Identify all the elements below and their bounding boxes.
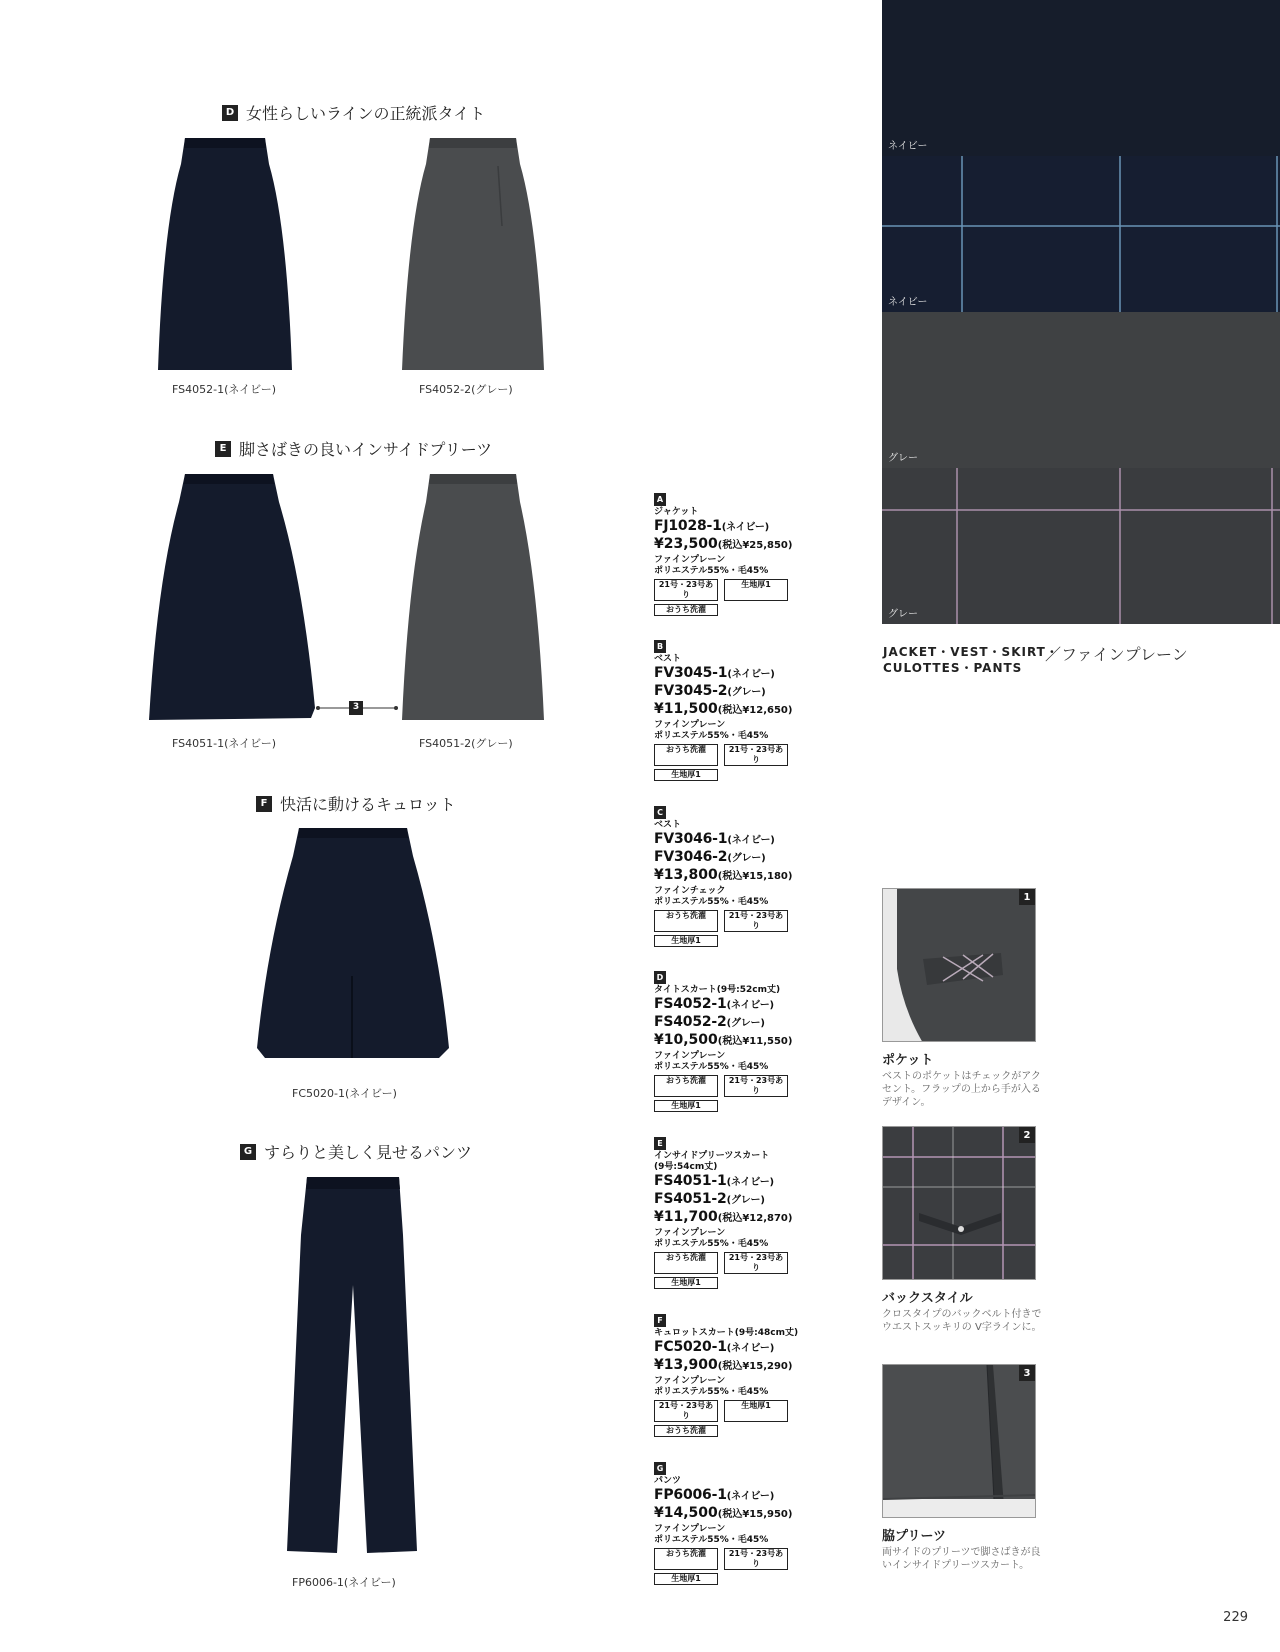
detail-image-pleat [882, 1364, 1036, 1518]
garment-caption: FS4051-2(グレー) [419, 737, 513, 750]
code-color: (ネイビー) [726, 1000, 774, 1011]
detail-number: 1 [1019, 889, 1035, 905]
price: ¥13,800 [654, 867, 718, 883]
tag: おうち洗濯 [654, 604, 718, 616]
tag: 21号・23号あり [654, 1400, 718, 1422]
product-material: ポリエステル55%・毛45% [654, 731, 769, 741]
product-code [654, 1191, 834, 1209]
section-badge: F [256, 796, 272, 812]
tag: 生地厚1 [654, 1573, 718, 1585]
product-type: ベスト [654, 820, 682, 830]
tag: おうち洗濯 [654, 744, 718, 766]
tag: 生地厚1 [724, 579, 788, 601]
price: ¥13,900 [654, 1357, 718, 1373]
detail-number: 3 [1019, 1365, 1035, 1381]
code: FS4052-1 [654, 996, 727, 1012]
code-color: (ネイビー) [726, 1491, 775, 1502]
product-type: タイトスカート(9号:52cm丈) [654, 985, 781, 995]
fabric-swatch-grey-plain [882, 312, 1280, 468]
product-code [654, 518, 834, 536]
product-price [654, 701, 834, 719]
tag: おうち洗濯 [654, 910, 718, 932]
garment-caption: FC5020-1(ネイビー) [292, 1087, 397, 1100]
code: FV3045-1 [654, 665, 728, 681]
tag: 21号・23号あり [654, 579, 718, 601]
product-type: パンツ [654, 1476, 682, 1486]
section-title: すらりと美しく見せるパンツ [264, 1143, 473, 1162]
product-type: インサイドプリーツスカート (9号:54cm丈) [654, 1151, 770, 1172]
detail-description: 両サイドのプリーツで脚さばきが良いインサイドプリーツスカート。 [882, 1547, 1041, 1571]
product-tags [654, 579, 804, 616]
code-color: (ネイビー) [721, 522, 770, 533]
product-badge: D [654, 971, 666, 984]
pleat-detail-marker [316, 700, 398, 714]
product-badge: B [654, 640, 666, 653]
product-material: ポリエステル55%・毛45% [654, 897, 769, 907]
detail-number: 2 [1019, 1127, 1035, 1143]
product-tags [654, 1252, 804, 1289]
skirt-image-navy [155, 136, 295, 372]
product-c [654, 800, 834, 947]
pants-image-navy [285, 1175, 420, 1555]
pleat-skirt-image-grey [398, 472, 548, 722]
product-g [654, 1456, 834, 1585]
tag: 21号・23号あり [724, 910, 788, 932]
product-code [654, 1173, 834, 1191]
product-material: ポリエステル55%・毛45% [654, 566, 769, 576]
tag: 生地厚1 [654, 1277, 718, 1289]
garment-caption: FP6006-1(ネイビー) [292, 1576, 396, 1589]
product-code [654, 1487, 834, 1505]
price-tax: (税込¥15,950) [717, 1509, 793, 1520]
culotte-image-navy [255, 826, 450, 1062]
price: ¥23,500 [654, 536, 718, 552]
product-price [654, 1505, 834, 1523]
product-badge: G [654, 1462, 666, 1475]
product-code [654, 683, 834, 701]
product-badge: C [654, 806, 666, 819]
detail-image-back [882, 1126, 1036, 1280]
product-tags [654, 1400, 804, 1437]
code-color: (ネイビー) [727, 835, 775, 846]
section-title: 女性らしいラインの正統派タイト [246, 104, 486, 123]
swatch-label: グレー [888, 453, 918, 464]
product-fabric: ファインプレーン [654, 1228, 726, 1238]
detail-title: バックスタイル [882, 1291, 973, 1306]
price-tax: (税込¥15,180) [717, 871, 793, 882]
detail-description: ベストのポケットはチェックがアクセント。フラップの上から手が入るデザイン。 [882, 1071, 1041, 1108]
code: FJ1028-1 [654, 518, 722, 534]
section-heading-e [215, 437, 492, 460]
section-badge: E [215, 441, 231, 457]
product-price [654, 1357, 834, 1375]
product-material: ポリエステル55%・毛45% [654, 1535, 769, 1545]
fabric-items-line2: CULOTTES・PANTS [883, 661, 1023, 675]
product-f [654, 1308, 834, 1437]
product-type: キュロットスカート(9号:48cm丈) [654, 1328, 799, 1338]
tag: 21号・23号あり [724, 1075, 788, 1097]
product-code [654, 996, 834, 1014]
code: FV3045-2 [654, 683, 728, 699]
product-badge: A [654, 493, 666, 506]
swatch-label: ネイビー [888, 141, 928, 152]
section-title: 快活に動けるキュロット [280, 795, 456, 814]
tag: おうち洗濯 [654, 1075, 718, 1097]
page-number: 229 [1223, 1610, 1248, 1625]
garment-caption: FS4052-2(グレー) [419, 383, 513, 396]
section-heading-f [256, 792, 456, 815]
detail-title: ポケット [882, 1053, 934, 1068]
product-fabric: ファインプレーン [654, 1376, 726, 1386]
product-tags [654, 1548, 804, 1585]
product-price [654, 1209, 834, 1227]
code: FV3046-1 [654, 831, 728, 847]
product-fabric: ファインプレーン [654, 1524, 726, 1534]
code: FS4052-2 [654, 1014, 727, 1030]
tag: 21号・23号あり [724, 1548, 788, 1570]
code-color: (ネイビー) [727, 669, 775, 680]
tag: おうち洗濯 [654, 1425, 718, 1437]
product-a [654, 487, 834, 616]
code: FC5020-1 [654, 1339, 727, 1355]
product-type: ジャケット [654, 507, 699, 517]
tag: 21号・23号あり [724, 1252, 788, 1274]
tag: 生地厚1 [654, 1100, 718, 1112]
product-fabric: ファインチェック [654, 886, 726, 896]
pleat-skirt-image-navy [145, 472, 317, 722]
price-tax: (税込¥15,290) [717, 1361, 793, 1372]
fabric-swatch-navy-check [882, 156, 1280, 312]
garment-caption: FS4052-1(ネイビー) [172, 383, 277, 396]
product-price [654, 867, 834, 885]
code-color: (ネイビー) [726, 1177, 774, 1188]
code-color: (グレー) [726, 1018, 765, 1029]
section-badge: D [222, 105, 238, 121]
price: ¥11,700 [654, 1209, 718, 1225]
product-price [654, 536, 834, 554]
swatch-label: ネイビー [888, 297, 928, 308]
price-tax: (税込¥12,650) [717, 705, 793, 716]
section-heading-g [240, 1140, 472, 1163]
product-fabric: ファインプレーン [654, 1051, 726, 1061]
product-fabric: ファインプレーン [654, 555, 726, 565]
product-code [654, 849, 834, 867]
product-code [654, 665, 834, 683]
product-material: ポリエステル55%・毛45% [654, 1062, 769, 1072]
tag: 生地厚1 [654, 769, 718, 781]
product-badge: E [654, 1137, 666, 1150]
product-badge: F [654, 1314, 666, 1327]
code-color: (グレー) [726, 1195, 765, 1206]
fabric-name: ／ファインプレーン [1045, 645, 1188, 664]
product-b [654, 634, 834, 781]
code: FV3046-2 [654, 849, 728, 865]
price-tax: (税込¥12,870) [717, 1213, 793, 1224]
tag: 21号・23号あり [724, 744, 788, 766]
product-type: ベスト [654, 654, 682, 664]
product-material: ポリエステル55%・毛45% [654, 1239, 769, 1249]
detail-title: 脇プリーツ [882, 1529, 946, 1544]
price-tax: (税込¥11,550) [717, 1036, 793, 1047]
product-code [654, 1014, 834, 1032]
code-color: (グレー) [727, 853, 766, 864]
code: FS4051-1 [654, 1173, 727, 1189]
detail-description: クロスタイプのバックベルト付きでウエストスッキリの V字ラインに。 [882, 1309, 1042, 1333]
tag: おうち洗濯 [654, 1252, 718, 1274]
fabric-swatch-grey-check [882, 468, 1280, 624]
tag: 生地厚1 [654, 935, 718, 947]
product-material: ポリエステル55%・毛45% [654, 1387, 769, 1397]
product-d [654, 965, 834, 1112]
section-heading-d [222, 101, 485, 124]
code-color: (グレー) [727, 687, 766, 698]
price-tax: (税込¥25,850) [717, 540, 793, 551]
skirt-image-grey [398, 136, 548, 372]
price: ¥14,500 [654, 1505, 718, 1521]
code-color: (ネイビー) [726, 1343, 775, 1354]
product-price [654, 1032, 834, 1050]
section-badge: G [240, 1144, 256, 1160]
tag: おうち洗濯 [654, 1548, 718, 1570]
fabric-item-list [883, 644, 1059, 676]
product-code [654, 831, 834, 849]
garment-caption: FS4051-1(ネイビー) [172, 737, 277, 750]
product-tags [654, 910, 804, 947]
section-title: 脚さばきの良いインサイドプリーツ [239, 440, 493, 459]
fabric-items-line1: JACKET・VEST・SKIRT・ [883, 645, 1059, 659]
product-tags [654, 744, 804, 781]
product-fabric: ファインプレーン [654, 720, 726, 730]
price: ¥11,500 [654, 701, 718, 717]
price: ¥10,500 [654, 1032, 718, 1048]
product-tags [654, 1075, 804, 1112]
fabric-swatch-navy-plain [882, 0, 1280, 156]
code: FS4051-2 [654, 1191, 727, 1207]
tag: 生地厚1 [724, 1400, 788, 1422]
product-code [654, 1339, 834, 1357]
swatch-label: グレー [888, 609, 918, 620]
product-e [654, 1131, 834, 1289]
pleat-marker-number: 3 [352, 702, 360, 712]
detail-image-pocket [882, 888, 1036, 1042]
code: FP6006-1 [654, 1487, 727, 1503]
